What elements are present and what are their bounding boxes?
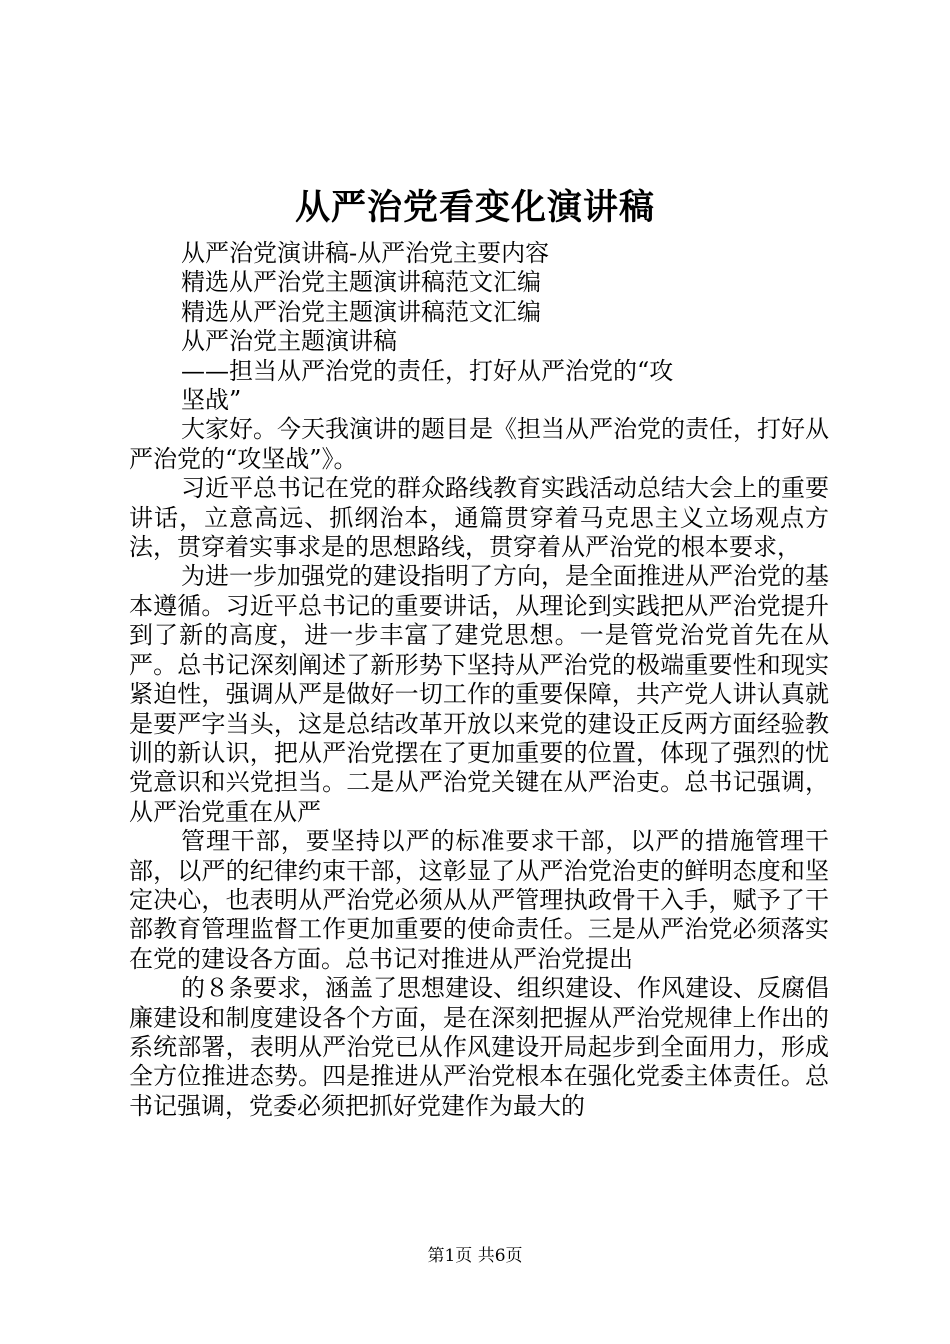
header-line: 从严治党主题演讲稿 <box>181 327 397 356</box>
header-line: 精选从严治党主题演讲稿范文汇编 <box>181 268 541 297</box>
header-line: 精选从严治党主题演讲稿范文汇编 <box>181 297 541 326</box>
paragraph: 大家好。今天我演讲的题目是《担当从严治党的责任，打好从严治党的“攻坚战”》。 <box>129 415 829 473</box>
paragraph: 习近平总书记在党的群众路线教育实践活动总结大会上的重要讲话，立意高远、抓纲治本，通篇贯穿着马克思主义立场观点方法，贯穿着实事求是的思想路线，贯穿着从严治党的根本要求， <box>129 474 829 562</box>
page-number-footer: 第1页 共6页 <box>427 1246 523 1266</box>
document-title: 从严治党看变化演讲稿 <box>294 187 655 228</box>
header-line: 坚战” <box>181 386 242 415</box>
header-line: ——担当从严治党的责任，打好从严治党的“攻 <box>181 356 674 385</box>
paragraph: 为进一步加强党的建设指明了方向，是全面推进从严治党的基本遵循。习近平总书记的重要讲话，从理论到实践把从严治党提升到了新的高度，进一步丰富了建党思想。一是管党治党首先在从严。总书记深刻阐述了新形势下坚持从严治党的极端重要性和现实紧迫性，强调从严是做好一切工作的重要保障，共产党人讲认真就是要严字当头，这是总结改革开放以来党的建设正反两方面经验教训的新认识，把从严治党摆在了更加重要的位置，体现了强烈的忧党意识和兴党担当。二是从严治党关键在从严治吏。总书记强调，从严治党重在从严 <box>129 562 829 826</box>
paragraph: 管理干部，要坚持以严的标准要求干部，以严的措施管理干部，以严的纪律约束干部，这彰显了从严治党治吏的鲜明态度和坚定决心，也表明从严治党必须从从严管理执政骨干入手，赋予了干部教育管理监督工作更加重要的使命责任。三是从严治党必须落实在党的建设各方面。总书记对推进从严治党提出 <box>129 827 829 973</box>
paragraph: 的８条要求，涵盖了思想建设、组织建设、作风建设、反腐倡廉建设和制度建设各个方面，是在深刻把握从严治党规律上作出的系统部署，表明从严治党已从作风建设开局起步到全面用力，形成全方位推进态势。四是推进从严治党根本在强化党委主体责任。总书记强调，党委必须把抓好党建作为最大的 <box>129 974 829 1120</box>
document-body <box>129 239 829 1121</box>
header-line: 从严治党演讲稿-从严治党主要内容 <box>181 239 550 267</box>
